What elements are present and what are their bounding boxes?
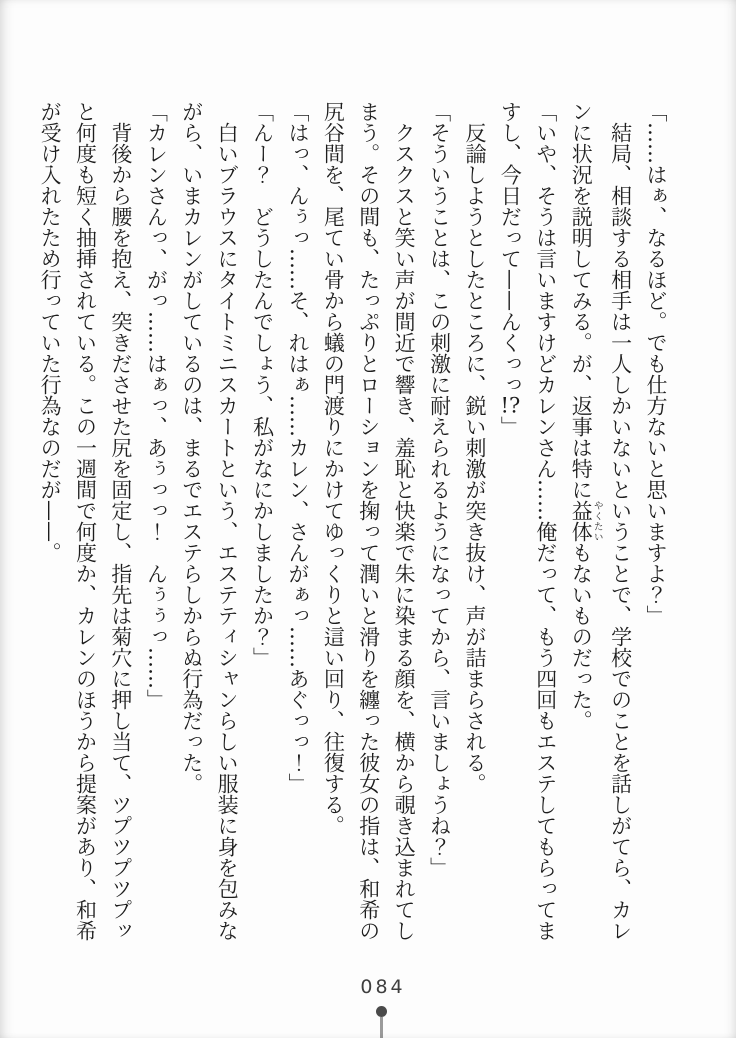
tate-chu-yoko-exclamation: !? (500, 395, 521, 416)
vertical-text-block (32, 101, 673, 941)
text-line-11: 「はっ、んぅっ……そ、れはぁ……カレン、さんがぁっ……あぐっっ！」 (285, 101, 310, 794)
page-marker-ornament (376, 1006, 387, 1038)
text-line-2: 結局、相談する相手は一人しかいないということで、学校でのことを話しがてら、カレ (608, 122, 633, 941)
text-line-12: 「んー？ どうしたんでしょう、私がなにかしましたか？」 (250, 101, 275, 668)
page-number: 084 (360, 976, 406, 998)
text-before-ruby: ンに状況を説明してみる。が、返事は特に (569, 101, 594, 500)
text-line-1: 「……はぁ、なるほど。でも仕方ないと思いますよ？」 (644, 101, 668, 626)
text-after-tcy: 」 (498, 416, 523, 437)
text-line-16: 背後から腰を抱え、突きださせた尻を固定し、指先は菊穴に押し当て、ツプツプツプッ (108, 122, 133, 941)
text-line-7: 「そういうことは、この刺激に耐えられるようになってから、言いましょうね？」 (427, 101, 452, 878)
text-line-4: 「いや、そうは言いますけどカレンさん……俺だって、もう四回もエステしてもらってま (533, 101, 558, 941)
text-line-9: まう。その間も、たっぷりとローションを掬って潤いと滑りを纏った彼女の指は、和希の (356, 101, 381, 941)
text-line-17: と何度も短く抽挿されている。この一週間で何度か、カレンのほうから提案があり、和希 (73, 101, 98, 941)
furigana-annotation: やくたい (591, 500, 603, 542)
text-line-3 (563, 101, 602, 941)
text-line-10: 尻谷間を、尾てい骨から蟻の門渡りにかけてゆっくりと這い回り、往復する。 (321, 101, 346, 836)
text-line-18: が受け入れたため行っていた行為なのだが——。 (38, 101, 63, 563)
text-line-5 (492, 101, 527, 941)
ruby-word (569, 500, 603, 542)
ruby-base: 益体 (569, 500, 594, 542)
marker-stem-line (380, 1017, 383, 1038)
text-before-tcy: すし、今日だって——んくっっ (498, 101, 523, 395)
text-line-8: クスクスと笑い声が間近で響き、羞恥と快楽で朱に染まる顔を、横から覗き込まれてし (392, 122, 417, 941)
text-line-15: 「カレンさんっ、がっ……はぁっ、あぅっっ！ んぅぅっ……」 (144, 101, 169, 710)
marker-dot (376, 1006, 387, 1017)
text-line-6: 反論しようとしたところに、鋭い刺激が突き抜け、声が詰まらされる。 (462, 122, 487, 794)
text-after-ruby: もないものだった。 (569, 542, 594, 731)
text-line-13: 白いブラウスにタイトミニスカートという、エステティシャンらしい服装に身を包みな (215, 122, 240, 941)
text-line-14: がら、いまカレンがしているのは、まるでエステらしからぬ行為だった。 (179, 101, 204, 794)
